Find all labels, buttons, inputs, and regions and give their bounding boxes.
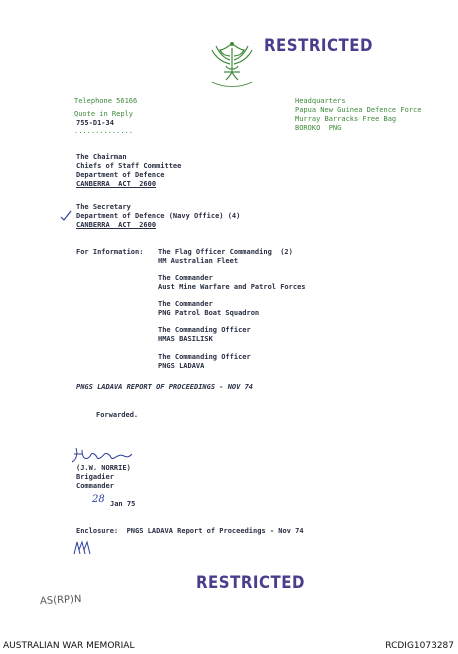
telephone-line: Telephone 56166 bbox=[74, 97, 138, 105]
hq-address-line: Papua New Guinea Defence Force bbox=[295, 106, 422, 114]
archive-id: RCDIG1073287 bbox=[385, 641, 454, 651]
address-line: Department of Defence bbox=[76, 171, 165, 179]
initials-scribble bbox=[72, 540, 92, 556]
signature-scribble bbox=[70, 444, 134, 466]
handwritten-note: AS(RP)N bbox=[39, 593, 82, 608]
hq-address-line: Murray Barracks Free Bag bbox=[295, 115, 397, 123]
recipient-line: Aust Mine Warfare and Patrol Forces bbox=[158, 283, 306, 291]
recipient-line: The Commanding Officer bbox=[158, 353, 251, 361]
for-information-label: For Information: bbox=[76, 248, 144, 256]
body-text: Forwarded. bbox=[96, 411, 139, 419]
info-recipient bbox=[158, 353, 251, 371]
info-recipient bbox=[158, 274, 306, 292]
recipient-line: PNGS LADAVA bbox=[158, 362, 205, 370]
date-month-year: Jan 75 bbox=[110, 500, 136, 508]
quote-in-reply-label: Quote in Reply bbox=[74, 110, 134, 118]
recipient-line: The Commanding Officer bbox=[158, 326, 251, 334]
address-line: Department of Defence (Navy Office) (4) bbox=[76, 212, 241, 220]
signatory-rank: Brigadier bbox=[76, 473, 114, 481]
recipient-line: HMAS BASILISK bbox=[158, 335, 213, 343]
address-line: CANBERRA ACT 2600 bbox=[76, 221, 157, 229]
recipient-line: The Commander bbox=[158, 300, 213, 308]
file-reference: 755-D1-34 bbox=[76, 119, 114, 127]
addressee-chairman bbox=[76, 153, 181, 189]
archive-name: AUSTRALIAN WAR MEMORIAL bbox=[3, 641, 135, 651]
address-line: CANBERRA ACT 2600 bbox=[76, 180, 157, 188]
recipient-line: HM Australian Fleet bbox=[158, 257, 239, 265]
address-line: The Chairman bbox=[76, 153, 127, 161]
info-recipient bbox=[158, 300, 259, 318]
hq-address-line: Headquarters bbox=[295, 97, 346, 105]
address-line: Chiefs of Staff Committee bbox=[76, 162, 182, 170]
signatory-name: (J.W. NORRIE) bbox=[76, 464, 131, 472]
hq-address bbox=[295, 97, 421, 133]
restricted-stamp-top: RESTRICTED bbox=[264, 34, 373, 56]
addressee-secretary bbox=[76, 203, 240, 230]
reference-dots: .............. bbox=[74, 127, 134, 135]
hq-address-line: BOROKO PNG bbox=[295, 124, 342, 132]
info-recipient bbox=[158, 326, 251, 344]
signatory-title: Commander bbox=[76, 482, 114, 490]
address-line: The Secretary bbox=[76, 203, 131, 211]
tick-mark-icon bbox=[60, 210, 72, 222]
handwritten-day: 28 bbox=[92, 494, 105, 505]
signature-block bbox=[76, 464, 131, 491]
png-crest-icon bbox=[206, 36, 258, 92]
subject-line: PNGS LADAVA REPORT OF PROCEEDINGS - NOV 74 bbox=[76, 383, 254, 391]
recipient-line: The Commander bbox=[158, 274, 213, 282]
restricted-stamp-bottom: RESTRICTED bbox=[196, 571, 305, 593]
info-recipient bbox=[158, 248, 293, 266]
recipient-line: PNG Patrol Boat Squadron bbox=[158, 309, 260, 317]
enclosure-line: Enclosure: PNGS LADAVA Report of Proceedings - Nov 74 bbox=[76, 527, 304, 535]
archive-footer bbox=[0, 630, 458, 654]
recipient-line: The Flag Officer Commanding (2) bbox=[158, 248, 293, 256]
